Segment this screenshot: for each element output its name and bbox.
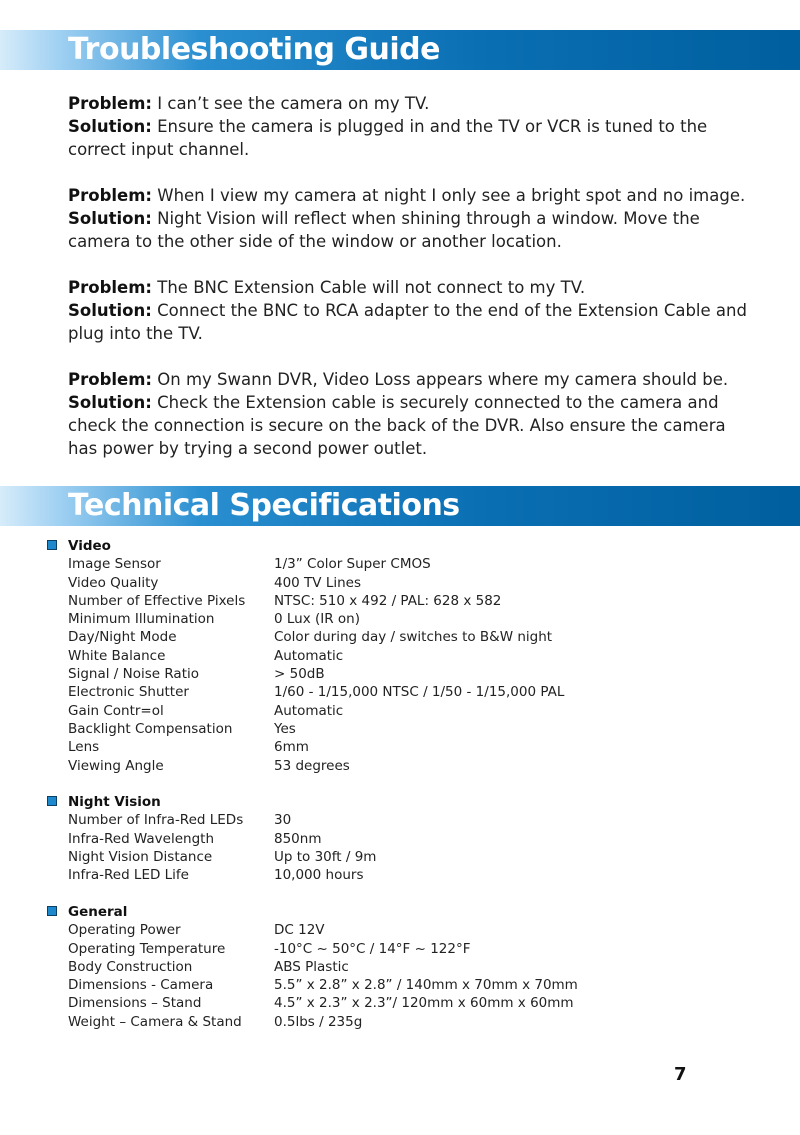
spec-value: 850nm (274, 830, 322, 847)
square-bullet-icon (47, 906, 57, 916)
spec-value: Automatic (274, 647, 344, 664)
problem-label: Problem: (68, 278, 153, 297)
problem-label: Problem: (68, 370, 153, 389)
spec-label: Viewing Angle (68, 757, 164, 774)
spec-row (68, 940, 768, 958)
spec-value: Color during day / switches to B&W night (274, 629, 553, 646)
solution-label: Solution: (68, 117, 152, 136)
spec-row (68, 848, 768, 866)
spec-value: 5.5” x 2.8” x 2.8” / 140mm x 70mm x 70mm (274, 977, 578, 994)
spec-row (68, 921, 768, 939)
spec-label: Infra-Red LED Life (68, 867, 189, 884)
spec-row (68, 628, 768, 646)
spec-value: 30 (274, 812, 292, 829)
spec-value: 1/60 - 1/15,000 NTSC / 1/50 - 1/15,000 PAL (274, 684, 565, 701)
spec-label: Gain Contr=ol (68, 702, 164, 719)
solution-label: Solution: (68, 301, 152, 320)
spec-label: Image Sensor (68, 556, 161, 573)
troubleshooting-list (68, 92, 748, 483)
spec-group-general (68, 903, 768, 1031)
spec-label: Minimum Illumination (68, 611, 215, 628)
spec-group-title: Video (68, 538, 111, 554)
spec-value: Up to 30ft / 9m (274, 849, 377, 866)
troubleshooting-item (68, 368, 748, 460)
spec-label: Number of Effective Pixels (68, 592, 246, 609)
problem-label: Problem: (68, 186, 153, 205)
spec-value: 10,000 hours (274, 867, 364, 884)
solution-label: Solution: (68, 209, 152, 228)
problem-text: On my Swann DVR, Video Loss appears where my camera should be. (152, 370, 729, 389)
spec-row (68, 738, 768, 756)
spec-label: Lens (68, 739, 100, 756)
problem-text: When I view my camera at night I only see a bright spot and no image. (152, 186, 746, 205)
spec-label: Operating Temperature (68, 940, 226, 957)
solution-text: Connect the BNC to RCA adapter to the end of the Extension Cable and plug into the TV. (68, 301, 747, 343)
problem-label: Problem: (68, 94, 153, 113)
spec-row (68, 665, 768, 683)
problem-text: The BNC Extension Cable will not connect to my TV. (152, 278, 586, 297)
spec-value: 400 TV Lines (274, 574, 361, 591)
spec-label: Electronic Shutter (68, 684, 189, 701)
spec-value: 0 Lux (IR on) (274, 611, 361, 628)
spec-row (68, 994, 768, 1012)
spec-value: 4.5” x 2.3” x 2.3”/ 120mm x 60mm x 60mm (274, 995, 574, 1012)
spec-row (68, 555, 768, 573)
troubleshooting-item (68, 276, 748, 345)
spec-row (68, 1013, 768, 1031)
spec-value: -10°C ~ 50°C / 14°F ~ 122°F (274, 940, 471, 957)
spec-value: DC 12V (274, 922, 325, 939)
square-bullet-icon (47, 796, 57, 806)
spec-value: ABS Plastic (274, 958, 349, 975)
spec-value: 1/3” Color Super CMOS (274, 556, 431, 573)
spec-row (68, 574, 768, 592)
spec-row (68, 702, 768, 720)
spec-label: Number of Infra-Red LEDs (68, 812, 244, 829)
spec-label: Dimensions - Camera (68, 977, 214, 994)
page-number: 7 (674, 1064, 687, 1085)
spec-group-night-vision (68, 793, 768, 884)
troubleshooting-item (68, 92, 748, 161)
spec-group-video (68, 537, 768, 775)
spec-row (68, 592, 768, 610)
spec-label: Dimensions – Stand (68, 995, 202, 1012)
spec-row (68, 958, 768, 976)
spec-label: Weight – Camera & Stand (68, 1013, 242, 1030)
specifications-title: Technical Specifications (68, 488, 460, 523)
spec-label: Operating Power (68, 922, 181, 939)
troubleshooting-item (68, 184, 748, 253)
spec-value: Yes (274, 720, 296, 737)
spec-label: Backlight Compensation (68, 720, 233, 737)
solution-text: Ensure the camera is plugged in and the TV or VCR is tuned to the correct input channel. (68, 117, 708, 159)
spec-label: Video Quality (68, 574, 159, 591)
spec-value: 0.5lbs / 235g (274, 1013, 363, 1030)
spec-row (68, 976, 768, 994)
solution-text: Check the Extension cable is securely connected to the camera and check the connection is secure on the back of the DVR. Also ensure the camera has power by trying a second power outlet. (68, 393, 726, 458)
troubleshooting-banner (0, 30, 800, 70)
spec-value: 53 degrees (274, 757, 350, 774)
spec-value: > 50dB (274, 666, 325, 683)
spec-label: Night Vision Distance (68, 849, 213, 866)
spec-row (68, 811, 768, 829)
spec-value: Automatic (274, 702, 344, 719)
solution-text: Night Vision will reflect when shining through a window. Move the camera to the other side of the window or another location. (68, 209, 700, 251)
spec-group-title: Night Vision (68, 794, 161, 811)
spec-row (68, 683, 768, 701)
spec-label: White Balance (68, 647, 166, 664)
spec-row (68, 830, 768, 848)
spec-label: Body Construction (68, 958, 193, 975)
spec-value: NTSC: 510 x 492 / PAL: 628 x 582 (274, 592, 502, 609)
troubleshooting-title: Troubleshooting Guide (68, 32, 440, 67)
spec-row (68, 866, 768, 884)
spec-label: Signal / Noise Ratio (68, 666, 199, 683)
specifications-list (68, 537, 768, 1049)
square-bullet-icon (47, 540, 57, 550)
problem-text: I can’t see the camera on my TV. (152, 94, 430, 113)
spec-row (68, 610, 768, 628)
spec-label: Infra-Red Wavelength (68, 830, 215, 847)
spec-value: 6mm (274, 739, 309, 756)
spec-group-title: General (68, 903, 128, 920)
spec-label: Day/Night Mode (68, 629, 177, 646)
solution-label: Solution: (68, 393, 152, 412)
specifications-banner (0, 486, 800, 526)
spec-row (68, 757, 768, 775)
spec-row (68, 720, 768, 738)
spec-row (68, 647, 768, 665)
